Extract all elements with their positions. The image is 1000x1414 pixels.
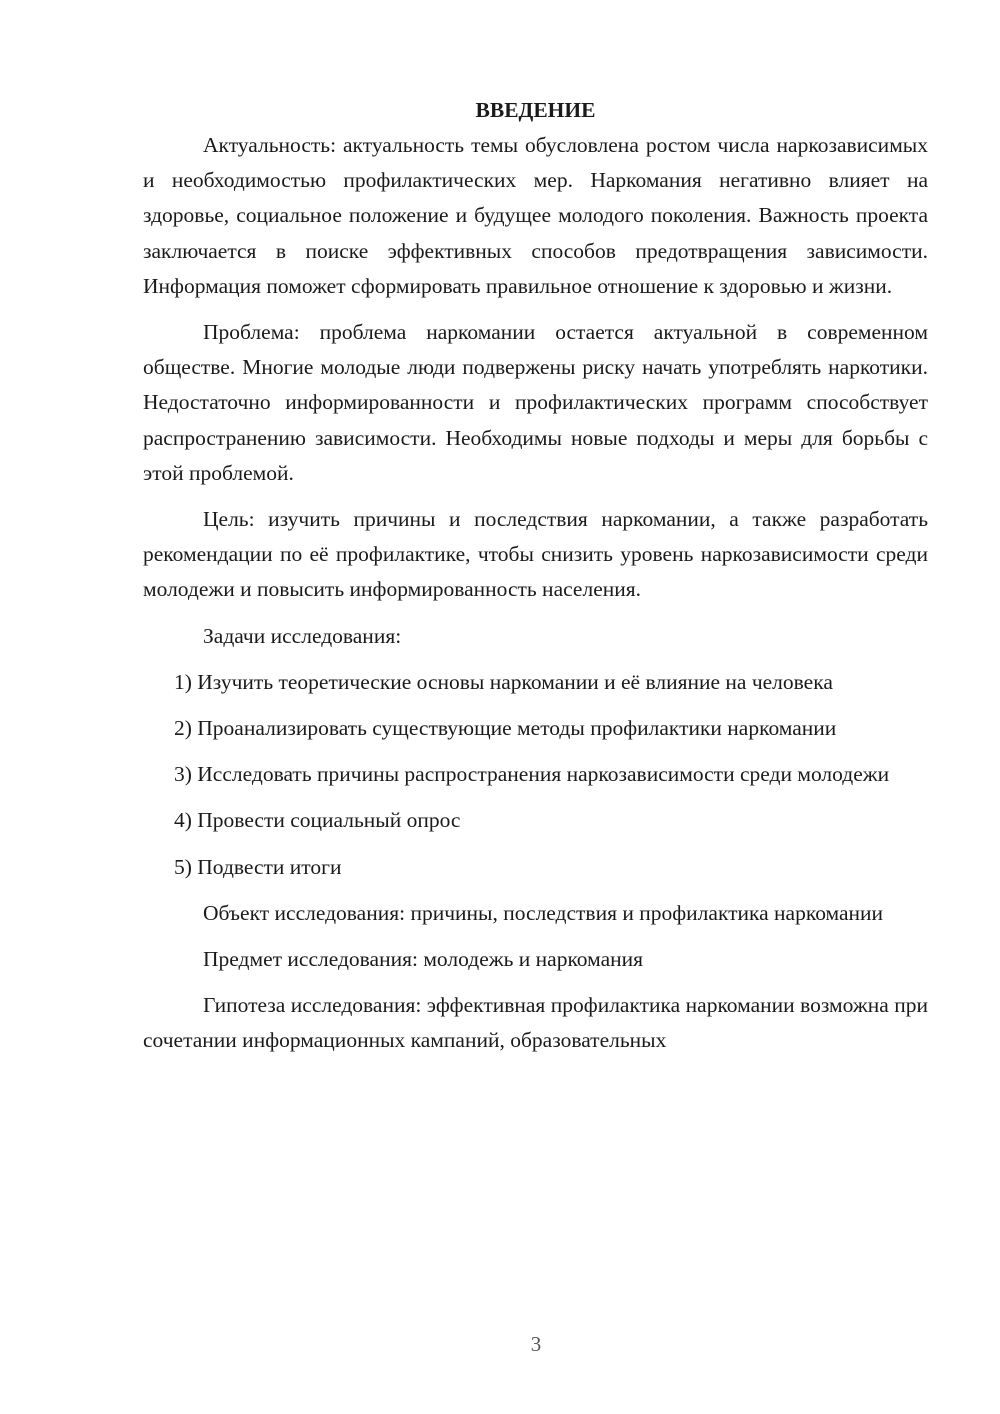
task-item-2: 2) Проанализировать существующие методы профилактики наркомании [174,716,837,741]
task-item-1: 1) Изучить теоретические основы наркомании и её влияние на человека [174,669,833,694]
page-heading: ВВЕДЕНИЕ [475,98,596,122]
paragraph-hypothesis: Гипотеза исследования: эффективная профилактика наркомании возможна при сочетании информационных кампаний, образовательных [143,993,928,1053]
paragraph-goal: Цель: изучить причины и последствия наркомании, а также разработать рекомендации по её профилактике, чтобы снизить уровень наркозависимости среди молодежи и повысить информированность населения. [143,507,928,602]
paragraph-object: Объект исследования: причины, последствия и профилактика наркомании [203,900,884,925]
page-number: 3 [530,1332,542,1356]
paragraph-problem: Проблема: проблема наркомании остается актуальной в современном обществе. Многие молодые люди подвержены риску начать употреблять наркотики. Недостаточно информированности и профилактических программ способствует распространению зависимости. Необходимы новые подходы и меры для борьбы с этой проблемой. [143,320,928,485]
paragraph-relevance: Актуальность: актуальность темы обусловлена ростом числа наркозависимых и необходимостью профилактических мер. Наркомания негативно влияет на здоровье, социальное положение и будущее молодого поколения. Важность проекта заключается в поиске эффективных способов предотвращения зависимости. Информация поможет сформировать правильное отношение к здоровью и жизни. [143,133,928,298]
tasks-heading: Задачи исследования: [203,623,402,648]
task-item-4: 4) Провести социальный опрос [174,808,461,833]
task-item-3: 3) Исследовать причины распространения наркозависимости среди молодежи [174,762,890,787]
paragraph-subject: Предмет исследования: молодежь и наркомания [203,947,644,972]
page-content [143,93,928,1059]
task-item-5: 5) Подвести итоги [174,854,342,879]
